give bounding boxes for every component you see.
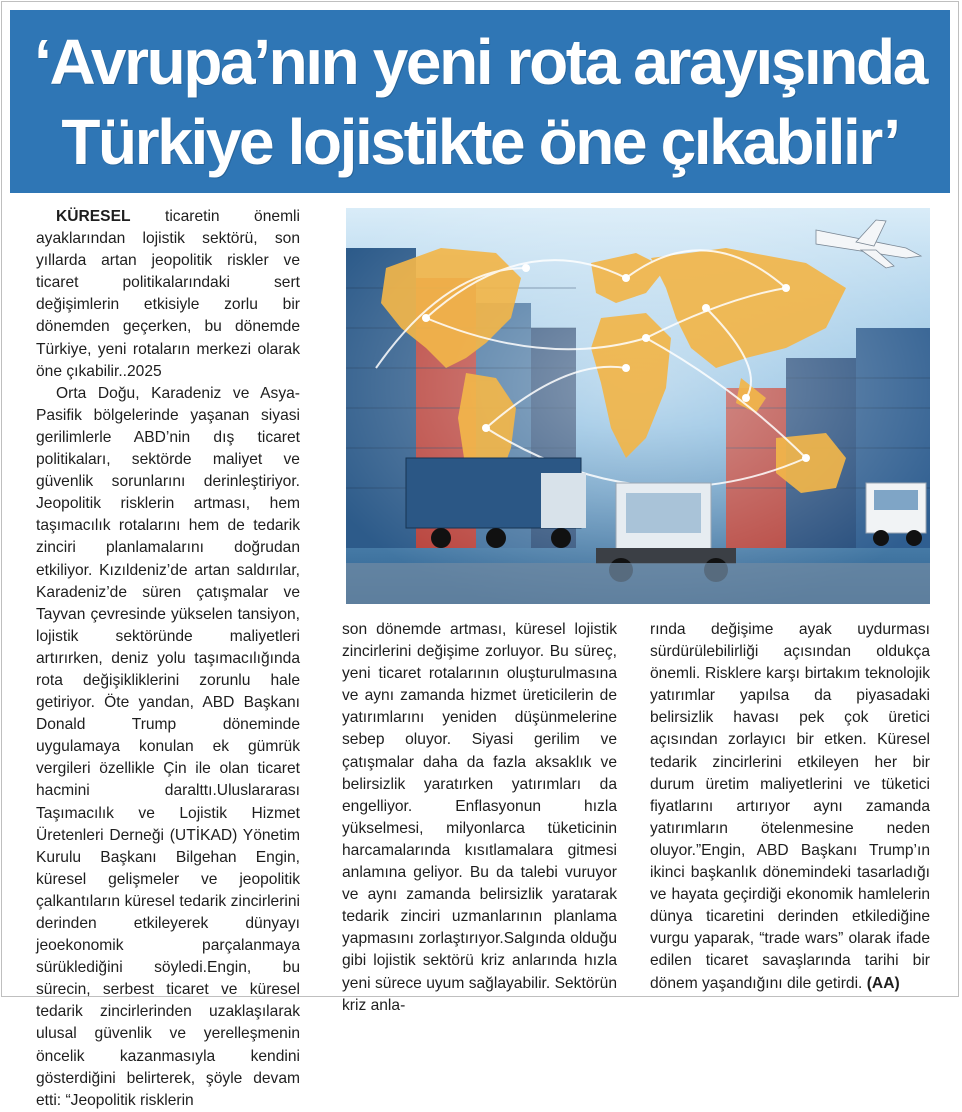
headline-line-2: Türkiye lojistikte öne çıkabilir’ bbox=[61, 106, 899, 178]
headline-band bbox=[10, 10, 950, 193]
logistics-world-map-photo bbox=[346, 208, 930, 604]
ground bbox=[346, 563, 930, 604]
agency-credit: (AA) bbox=[866, 974, 900, 992]
article-paragraph-3: son dönemde artması, küresel lojistik zincirlerini değişime zorluyor. Bu süreç, yeni ticaret rotalarının oluşturulmasına ve aynı zamanda hizmet üreticilerin de yatırımlarını yeniden düşünmelerine sebep oluyor. Siyasi gerilim ve çatışmalar daha da fazla aksaklık ve belirsizlik yaratırken yatırımları da engelliyor. Enflasyonun hızla yükselmesi, milyonlarca tüketicinin harcamalarında kısıtlamalara gitmesi anlamına geliyor. Bu da talebi vuruyor ve aynı zamanda belirsizlik yaratarak tedarik zinciri uzmanlarının planlama yapmasını zorlaştırıyor.Salgında olduğu gibi lojistik sektörü kriz anlarında hızla yeni sürece uyum sağlayabilir. Sektörün kriz anla- bbox=[342, 621, 617, 1014]
newspaper-page bbox=[1, 1, 959, 1109]
article-column-1 bbox=[36, 206, 300, 1109]
article-lead-paragraph bbox=[36, 206, 300, 383]
lead-paragraph-text: ticaretin önemli ayaklarından lojistik sektörü, son yıllarda artan jeopolitik riskler ve ticaret politikalarındaki sert değişimlerin etkisiyle zorlu bir dönemden geçerken, bu dönemde Türkiye, yeni rotaların merkezi olarak öne çıkabilir..2025 bbox=[36, 208, 300, 380]
article-paragraph-4 bbox=[650, 619, 930, 995]
lead-word: KÜRESEL bbox=[56, 208, 131, 225]
closing-text: rında değişime ayak uydurması sürdürülebilirliği açısından oldukça önemli. Risklere karşı birtakım teknolojik yatırımlar yapılsa da piyasadaki belirsizlik havası pek çok üretici açısından zorlayıcı bir etken. Küresel tedarik zincirlerini etkileyen her bir durum üretim maliyetlerini ve tüketici fiyatlarını artırıyor aynı zamanda yatırımların ötelenmesine neden oluyor.”Engin, ABD Başkanı Trump’ın ikinci başkanlık dönemindeki tasarladığı ve hayata geçirdiği ekonomik hamlelerin dünya ticaretini derinden etkilediğine vurgu yaparak, “trade wars” olarak ifade edilen ticaret savaşlarında tarihi bir dönem yaşandığını dile getirdi. bbox=[650, 621, 930, 992]
article-paragraph-2: Orta Doğu, Karadeniz ve Asya-Pasifik bölgelerinde yaşanan siyasi gerilimlerle ABD’nin dış ticaret politikaları, sektörde maliyet ve güvenlik sorunlarını derinleştiriyor. Jeopolitik risklerin artması, hem taşımacılık rotalarını hem de tedarik zinciri planlamalarını doğrudan etkiliyor. Kızıldeniz’de artan saldırılar, Karadeniz’de süren çatışmalar ve Tayvan çevresinde yükselen tansiyon, lojistik sektöründe maliyetleri artırırken, deniz yolu taşımacılığında rota değişikliklerini zorunlu hale getiriyor. Öte yandan, ABD Başkanı Donald Trump döneminde uygulamaya konulan ek gümrük vergileri özellikle Çin ile olan ticaret hacmini daralttı.Uluslararası Taşımacılık ve Lojistik Hizmet Üretenleri Derneği (UTİKAD) Yönetim Kurulu Başkanı Bilgehan Engin, küresel gelişmeler ve jeopolitik çalkantıların küresel tedarik zincirlerini derinden etkileyerek dünyayı jeoekonomik parçalanmaya sürüklediğini söyledi.Engin, bu sürecin, serbest ticaret ve küresel tedarik zincirlerinden uzaklaşılarak ulusal güvenlik ve yerelleşmenin öncelik kazanmasıyla kendini gösterdiğini belirterek, şöyle devam etti: “Jeopolitik risklerin bbox=[36, 384, 300, 1109]
headline-line-1: ‘Avrupa’nın yeni rota arayışında bbox=[34, 26, 926, 98]
headline bbox=[24, 22, 936, 182]
article-column-3 bbox=[650, 619, 930, 992]
container-truck-left bbox=[406, 458, 586, 548]
article-column-2 bbox=[342, 619, 617, 1014]
